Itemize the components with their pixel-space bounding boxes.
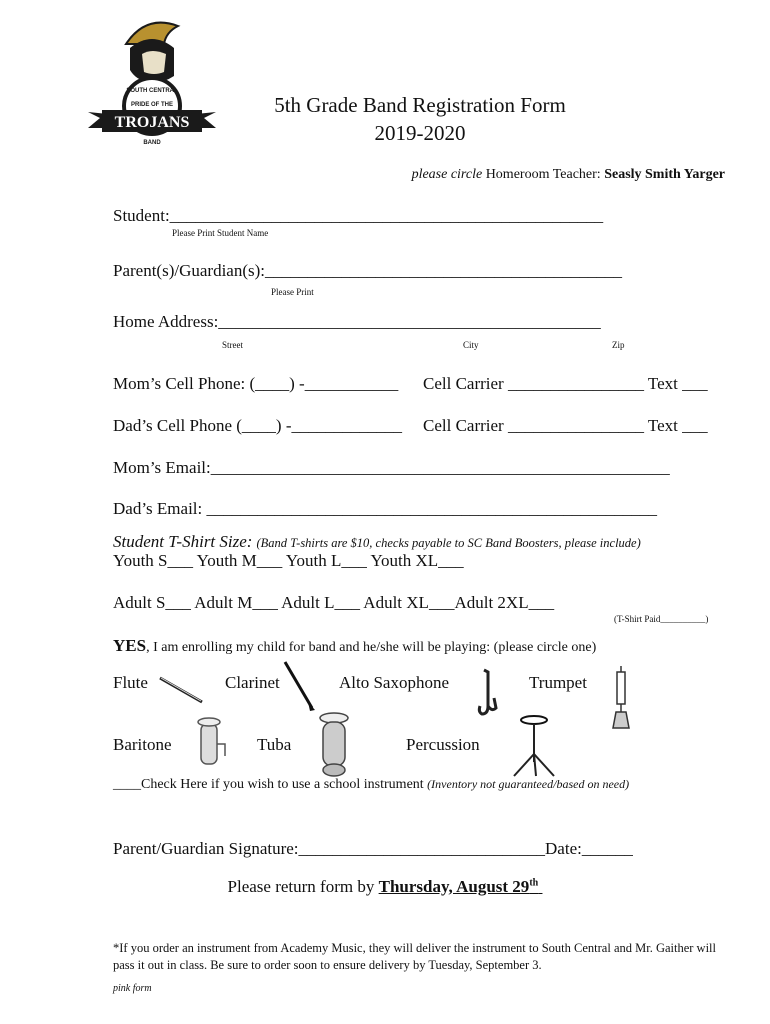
teacher-options[interactable]: Seasly Smith Yarger bbox=[604, 167, 725, 182]
clarinet-icon bbox=[282, 660, 316, 712]
enroll-statement bbox=[113, 636, 596, 656]
mom-email-field[interactable]: Mom’s Email:______________________________________________________ bbox=[113, 458, 670, 477]
homeroom-teacher-line bbox=[412, 167, 725, 183]
parent-guardian-field[interactable]: Parent(s)/Guardian(s):__________________________________________ bbox=[113, 261, 623, 280]
school-instrument-text: ____Check Here if you wish to use a school instrument bbox=[113, 777, 428, 792]
parent-guardian-hint: Please Print bbox=[271, 287, 314, 297]
return-date: Thursday, August 29th bbox=[378, 877, 539, 896]
trumpet-icon bbox=[610, 664, 632, 732]
form-year: 2019-2020 bbox=[374, 121, 466, 145]
instrument-trumpet[interactable]: Trumpet bbox=[529, 673, 587, 692]
tshirt-heading-line bbox=[113, 532, 641, 552]
tshirt-youth-sizes[interactable]: Youth S___ Youth M___ Youth L___ Youth XL___ bbox=[113, 551, 464, 570]
instrument-tuba[interactable]: Tuba bbox=[257, 735, 292, 754]
logo-bottom-text: BAND bbox=[143, 140, 161, 146]
address-city-hint: City bbox=[463, 340, 479, 350]
enroll-yes: YES bbox=[113, 636, 147, 655]
student-name-field[interactable]: Student:___________________________________________________ bbox=[113, 206, 604, 225]
tshirt-heading: Student T-Shirt Size: bbox=[113, 532, 253, 551]
tshirt-price-note: (Band T-shirts are $10, checks payable to SC Band Boosters, please include) bbox=[256, 536, 641, 550]
logo-middle-text: PRIDE OF THE bbox=[130, 102, 174, 108]
tshirt-paid-field: (T-Shirt Paid__________) bbox=[614, 614, 709, 624]
enroll-text: , I am enrolling my child for band and he/she will be playing: bbox=[146, 640, 491, 655]
snare-drum-icon bbox=[510, 714, 558, 778]
instrument-alto-saxophone[interactable]: Alto Saxophone bbox=[339, 673, 450, 692]
instrument-clarinet[interactable]: Clarinet bbox=[225, 673, 280, 692]
instrument-flute[interactable]: Flute bbox=[113, 673, 148, 692]
baritone-icon bbox=[193, 716, 229, 774]
address-street-hint: Street bbox=[222, 340, 243, 350]
form-title: 5th Grade Band Registration Form bbox=[274, 93, 566, 117]
dad-cell-phone-field[interactable]: Dad’s Cell Phone (____) -_____________ bbox=[113, 416, 402, 435]
instrument-percussion[interactable]: Percussion bbox=[406, 735, 480, 754]
logo-top-text: SOUTH CENTRAL bbox=[126, 88, 178, 94]
teacher-label: Homeroom Teacher: bbox=[485, 167, 601, 182]
trojans-logo bbox=[86, 14, 218, 154]
logo-banner-text: TROJANS bbox=[114, 114, 190, 131]
dad-cell-carrier-field[interactable]: Cell Carrier ________________ Text ___ bbox=[423, 416, 708, 435]
tuba-icon bbox=[315, 712, 353, 778]
mom-cell-carrier-field[interactable]: Cell Carrier ________________ Text ___ bbox=[423, 374, 708, 393]
dad-email-field[interactable]: Dad’s Email: _____________________________________________________ bbox=[113, 499, 657, 518]
saxophone-icon bbox=[476, 668, 498, 718]
student-name-hint: Please Print Student Name bbox=[172, 228, 269, 238]
address-zip-hint: Zip bbox=[612, 340, 625, 350]
enroll-circle-hint: (please circle one) bbox=[490, 640, 597, 655]
home-address-field[interactable]: Home Address:_____________________________________________ bbox=[113, 312, 601, 331]
school-instrument-note: (Inventory not guaranteed/based on need) bbox=[427, 777, 630, 791]
flute-icon bbox=[158, 674, 204, 706]
parent-signature-field[interactable]: Parent/Guardian Signature:_____________________________Date:______ bbox=[113, 839, 633, 858]
return-prefix: Please return form by bbox=[227, 877, 379, 896]
form-color-label: pink form bbox=[113, 983, 152, 994]
return-instruction bbox=[0, 877, 770, 897]
school-instrument-check[interactable] bbox=[113, 777, 629, 793]
instrument-baritone[interactable]: Baritone bbox=[113, 735, 172, 754]
teacher-instruction: please circle bbox=[411, 167, 483, 182]
tshirt-adult-sizes[interactable]: Adult S___ Adult M___ Adult L___ Adult XL___Adult 2XL___ bbox=[113, 593, 555, 612]
mom-cell-phone-field[interactable]: Mom’s Cell Phone: (____) -___________ bbox=[113, 374, 399, 393]
academy-music-note: *If you order an instrument from Academy Music, they will deliver the instrument to South Central and Mr. Gaither will pass it out in class. Be sure to order soon to ensure delivery by Tuesday, September 3. bbox=[113, 941, 717, 972]
